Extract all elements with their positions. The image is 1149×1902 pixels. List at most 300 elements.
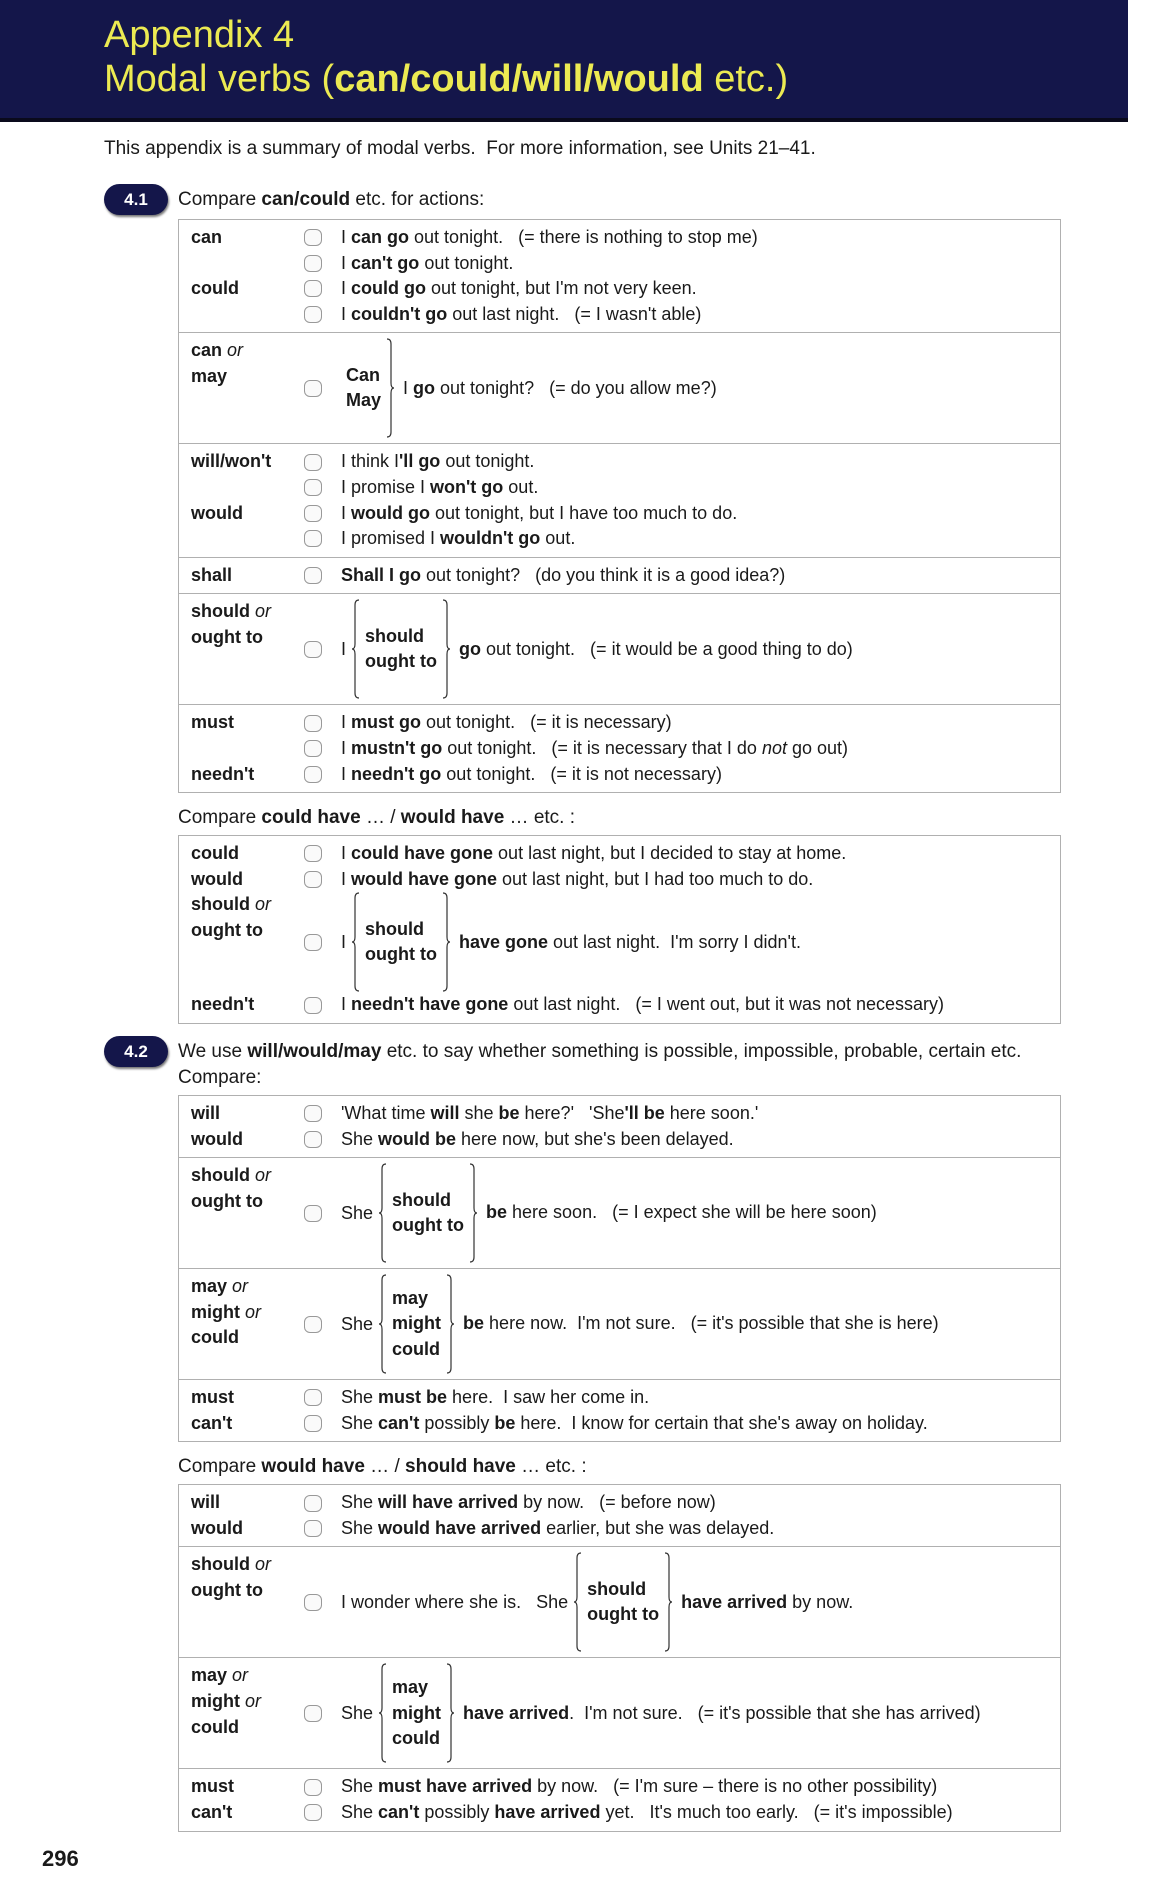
text-segment: go out) [786, 737, 849, 758]
circle-checkbox-icon [304, 1594, 322, 1611]
text-segment: will [191, 1102, 221, 1123]
left-brace-icon [351, 892, 360, 992]
example-sentences [341, 563, 1060, 589]
text-segment: can't [378, 1412, 420, 1433]
modal-label [191, 1552, 304, 1578]
example-sentence [341, 225, 1054, 251]
text-segment: I promise I [341, 476, 431, 497]
brace-options [360, 917, 442, 968]
text-segment: out tonight. (= there is nothing to stop me) [409, 227, 758, 247]
brace-option: ought to [365, 651, 437, 672]
checkbox-column [304, 563, 341, 589]
modal-labels [179, 1385, 304, 1436]
text-segment: would go [351, 502, 430, 523]
brace-example [341, 1163, 1054, 1263]
checkbox-column [304, 1274, 341, 1374]
example-sentences [341, 1101, 1060, 1152]
text-segment: can go [351, 227, 410, 247]
sentence-prefix: I [341, 638, 352, 659]
example-marker [304, 762, 341, 788]
text-segment: will/won't [191, 451, 272, 472]
example-sentence [341, 867, 1054, 893]
sentence-prefix: She [341, 1313, 379, 1334]
text-segment: won't go [430, 476, 504, 497]
text-segment: out tonight. (= it would be a good thing to do) [480, 638, 853, 659]
modal-labels [179, 1274, 304, 1374]
circle-checkbox-icon [304, 1389, 322, 1406]
example-sentence [341, 736, 1054, 762]
title-bold: can/could/will/would [334, 58, 704, 100]
example-marker [304, 449, 341, 475]
text-segment: … / [360, 807, 401, 829]
text-segment: or [255, 601, 272, 622]
example-sentence [341, 762, 1054, 788]
text-segment: wouldn't go [440, 528, 541, 549]
example-marker [304, 526, 341, 552]
circle-checkbox-icon [304, 1415, 322, 1432]
text-segment: out tonight. [419, 252, 514, 273]
title-text-end: etc.) [703, 58, 789, 100]
text-segment: out tonight. (= it is necessary) [421, 712, 672, 733]
table-actions [178, 219, 1061, 793]
text-segment: would have arrived [378, 1517, 542, 1538]
example-sentences [341, 225, 1060, 327]
example-sentences [341, 1774, 1060, 1825]
brace-options [341, 363, 386, 414]
text-segment: here?' 'She [519, 1102, 625, 1123]
example-sentences [341, 1552, 1060, 1652]
example-group [179, 332, 1060, 443]
text-segment: may [191, 365, 228, 386]
circle-checkbox-icon [304, 1105, 322, 1122]
text-segment: possibly [419, 1802, 495, 1823]
brace-option: should [392, 1189, 452, 1210]
circle-checkbox-icon [304, 380, 322, 397]
text-segment: . I'm not sure. (= it's possible that she has arrived) [569, 1702, 981, 1723]
text-segment: have arrived [681, 1591, 788, 1612]
text-segment: Shall I go [341, 564, 422, 585]
text-segment: I [341, 843, 352, 864]
sentence-suffix [455, 1311, 1054, 1337]
example-sentence [341, 501, 1054, 527]
sentence-suffix [478, 1200, 1054, 1226]
checkbox-column [304, 841, 341, 892]
right-brace-icon [442, 599, 451, 699]
text-segment: or [245, 1301, 262, 1322]
text-segment: ought to [191, 626, 263, 647]
text-segment: 'll go [399, 451, 441, 472]
example-group [179, 1768, 1060, 1830]
example-sentences [341, 992, 1060, 1018]
circle-checkbox-icon [304, 934, 322, 951]
modal-label [191, 599, 304, 625]
brace-option: ought to [365, 944, 437, 965]
circle-checkbox-icon [304, 505, 322, 522]
modal-label [191, 276, 304, 302]
brace-example [341, 892, 1054, 992]
circle-checkbox-icon [304, 641, 322, 658]
text-segment: have arrived [494, 1802, 601, 1823]
text-segment: out last night. I'm sorry I didn't. [548, 931, 801, 952]
text-segment: might [191, 1301, 245, 1322]
example-sentence [341, 1127, 1054, 1153]
example-sentences [341, 338, 1060, 438]
text-segment: could go [351, 278, 427, 299]
modal-label [191, 251, 304, 277]
example-sentence [341, 841, 1054, 867]
brace-options [360, 624, 442, 675]
text-segment: out tonight. [440, 451, 535, 472]
text-segment: out last night, but I had too much to do. [497, 868, 814, 889]
circle-checkbox-icon [304, 454, 322, 471]
modal-label [191, 449, 304, 475]
brace-options [387, 1286, 446, 1363]
text-segment: not [761, 737, 787, 758]
example-group [179, 593, 1060, 704]
brace-option: might [392, 1313, 442, 1334]
example-sentence [341, 251, 1054, 277]
text-segment: here now, but she's been delayed. [456, 1128, 734, 1149]
text-segment: I promised I [341, 528, 441, 549]
modal-label [191, 1663, 304, 1689]
text-segment: could [191, 843, 239, 864]
modal-label [191, 892, 304, 918]
text-segment: We use [178, 1040, 248, 1062]
text-segment: I [403, 377, 414, 398]
example-sentences [341, 710, 1060, 787]
text-segment: I [341, 868, 352, 889]
text-segment: will [191, 1492, 221, 1513]
brace-example [341, 1552, 1054, 1652]
text-segment: I [341, 278, 352, 299]
section-heading [178, 1036, 1070, 1091]
example-marker [304, 563, 341, 589]
text-segment: … etc. : [515, 1456, 587, 1478]
modal-label [191, 625, 304, 651]
text-segment: would be [378, 1128, 457, 1149]
circle-checkbox-icon [304, 255, 322, 272]
modal-label [191, 1274, 304, 1300]
text-segment: would have [400, 807, 505, 829]
example-sentence [341, 1516, 1054, 1542]
checkbox-column [304, 225, 341, 327]
text-segment: out tonight. (= it is necessary that I do [442, 737, 762, 758]
text-segment: can't [191, 1802, 233, 1823]
text-segment: etc. for actions: [350, 189, 485, 210]
text-segment: will have arrived [378, 1492, 519, 1513]
text-segment: or [232, 1276, 249, 1297]
circle-checkbox-icon [304, 1316, 322, 1333]
text-segment: or [232, 1665, 249, 1686]
example-sentence [341, 276, 1054, 302]
modal-labels [179, 892, 304, 992]
modal-labels [179, 338, 304, 438]
example-group [179, 892, 1060, 992]
circle-checkbox-icon [304, 280, 322, 297]
text-segment: 'll be [624, 1102, 665, 1123]
checkbox-column [304, 710, 341, 787]
example-marker [304, 841, 341, 867]
text-segment: I [341, 227, 352, 247]
example-marker [304, 225, 341, 251]
text-segment: go [458, 638, 481, 659]
checkbox-column [304, 1385, 341, 1436]
circle-checkbox-icon [304, 1495, 322, 1512]
text-segment: can [191, 340, 228, 361]
title-text: Modal verbs ( [104, 58, 335, 100]
modal-labels [179, 1663, 304, 1763]
example-marker [304, 1590, 341, 1616]
brace-option: ought to [587, 1604, 660, 1625]
circle-checkbox-icon [304, 845, 322, 862]
text-segment: could [191, 1327, 239, 1348]
example-marker [304, 1800, 341, 1826]
text-segment: by now. [787, 1591, 854, 1612]
text-segment: should [191, 1554, 255, 1575]
text-segment: or [255, 1554, 272, 1575]
text-segment: out tonight? (do you think it is a good idea?) [421, 564, 786, 585]
brace-option: should [587, 1578, 647, 1599]
modal-label [191, 338, 304, 364]
circle-checkbox-icon [304, 766, 322, 783]
example-group [179, 1485, 1060, 1546]
text-segment: must [191, 1776, 235, 1797]
text-segment: here soon. (= I expect she will be here soon) [507, 1202, 877, 1223]
modal-label [191, 1385, 304, 1411]
brace-option: could [392, 1338, 441, 1359]
text-segment: should [191, 1165, 255, 1186]
brace-option: ought to [392, 1215, 464, 1236]
text-segment: can [191, 227, 223, 247]
example-group [179, 1096, 1060, 1157]
modal-label [191, 1715, 304, 1741]
circle-checkbox-icon [304, 715, 322, 732]
modal-label [191, 1300, 304, 1326]
modal-label [191, 867, 304, 893]
example-marker [304, 1490, 341, 1516]
example-marker [304, 302, 341, 328]
text-segment: could [191, 278, 239, 299]
text-segment: here. I know for certain that she's away on holiday. [515, 1412, 928, 1433]
left-brace-icon [378, 1163, 387, 1263]
modal-label [191, 1411, 304, 1437]
sentence-suffix [673, 1590, 1054, 1616]
example-group [179, 1546, 1060, 1657]
text-segment: etc. to say whether something is possible, impossible, probable, certain etc. Compare: [178, 1040, 1032, 1088]
text-segment: She [341, 1802, 379, 1823]
circle-checkbox-icon [304, 567, 322, 584]
left-brace-icon [378, 1274, 387, 1374]
checkbox-column [304, 1101, 341, 1152]
modal-labels [179, 225, 304, 327]
example-sentence [341, 1490, 1054, 1516]
example-marker [304, 1101, 341, 1127]
appendix-header [0, 0, 1128, 122]
example-marker [304, 710, 341, 736]
text-segment: must go [351, 712, 422, 733]
sentence-suffix [395, 376, 1054, 402]
modal-labels [179, 1552, 304, 1652]
example-group [179, 557, 1060, 594]
text-segment: should have [405, 1456, 516, 1478]
example-marker [304, 930, 341, 956]
text-segment: she [459, 1102, 499, 1123]
sentence-prefix: I wonder where she is. She [341, 1591, 574, 1612]
brace-option: Can [346, 364, 381, 385]
circle-checkbox-icon [304, 1779, 322, 1796]
checkbox-column [304, 892, 341, 992]
page-content [0, 122, 1070, 1872]
example-marker [304, 736, 341, 762]
brace-example [341, 1663, 1054, 1763]
brace-example [341, 1274, 1054, 1374]
example-sentence [341, 992, 1054, 1018]
modal-labels [179, 1163, 304, 1263]
subheading-could-have [178, 805, 1070, 831]
modal-label [191, 1101, 304, 1127]
text-segment: She [341, 1517, 379, 1538]
text-segment: go [413, 377, 436, 398]
modal-labels [179, 599, 304, 699]
text-segment: by now. (= I'm sure – there is no other possibility) [532, 1776, 938, 1797]
text-segment: out last night, but I decided to stay at home. [493, 843, 847, 864]
section-4-2 [104, 1036, 1070, 1091]
text-segment: be [486, 1202, 508, 1223]
text-segment: out. [503, 476, 539, 497]
checkbox-column [304, 1163, 341, 1263]
modal-label [191, 710, 304, 736]
example-marker [304, 867, 341, 893]
text-segment: out last night. (= I went out, but it was not necessary) [508, 994, 945, 1015]
text-segment: must have arrived [378, 1776, 533, 1797]
text-segment: must [191, 1387, 235, 1408]
text-segment: would have gone [351, 868, 498, 889]
text-segment: needn't go [351, 763, 442, 784]
text-segment: out. [540, 528, 576, 549]
right-brace-icon [469, 1163, 478, 1263]
text-segment: ought to [191, 1190, 263, 1211]
example-group [179, 1157, 1060, 1268]
text-segment: possibly [419, 1412, 495, 1433]
modal-label [191, 918, 304, 944]
text-segment: She [341, 1387, 379, 1408]
modal-label [191, 1325, 304, 1351]
circle-checkbox-icon [304, 1804, 322, 1821]
brace-option: might [392, 1702, 442, 1723]
checkbox-column [304, 1490, 341, 1541]
modal-label [191, 501, 304, 527]
text-segment: needn't have gone [351, 994, 509, 1015]
example-marker [304, 1127, 341, 1153]
modal-label [191, 563, 304, 589]
example-marker [304, 276, 341, 302]
text-segment: needn't [191, 994, 255, 1015]
text-segment: may [191, 1276, 233, 1297]
modal-label [191, 475, 304, 501]
example-sentences [341, 892, 1060, 992]
text-segment: Compare [178, 189, 262, 210]
text-segment: I think I [341, 451, 400, 472]
brace-option: could [392, 1728, 441, 1749]
example-sentence [341, 1411, 1054, 1437]
example-sentence [341, 563, 1054, 589]
sentence-suffix [455, 1701, 1054, 1727]
brace-example [341, 599, 1054, 699]
text-segment: I [341, 252, 352, 273]
text-segment: She [341, 1128, 379, 1149]
example-group [179, 704, 1060, 792]
modal-label [191, 225, 304, 251]
modal-labels [179, 841, 304, 892]
example-sentence [341, 1800, 1054, 1826]
text-segment: be [463, 1313, 485, 1334]
modal-label [191, 736, 304, 762]
circle-checkbox-icon [304, 740, 322, 757]
example-sentences [341, 1274, 1060, 1374]
checkbox-column [304, 1663, 341, 1763]
text-segment: I [341, 763, 352, 784]
text-segment: have gone [458, 931, 549, 952]
modal-label [191, 762, 304, 788]
table-could-have [178, 835, 1061, 1024]
sentence-prefix: She [341, 1202, 379, 1223]
example-marker [304, 1311, 341, 1337]
example-marker [304, 1411, 341, 1437]
example-marker [304, 251, 341, 277]
checkbox-column [304, 992, 341, 1018]
checkbox-column [304, 338, 341, 438]
text-segment: could [191, 1716, 239, 1737]
modal-label [191, 1800, 304, 1826]
text-segment: out tonight, but I'm not very keen. [426, 278, 697, 299]
modal-label [191, 364, 304, 390]
text-segment: I [341, 303, 352, 324]
modal-label [191, 1689, 304, 1715]
brace-options [387, 1675, 446, 1752]
text-segment: out last night. (= I wasn't able) [447, 303, 702, 324]
example-sentences [341, 449, 1060, 551]
sentence-suffix [451, 637, 1054, 663]
example-marker [304, 475, 341, 501]
brace-option: may [392, 1677, 429, 1698]
text-segment: might [191, 1691, 245, 1712]
text-segment: needn't [191, 763, 255, 784]
brace-option: should [365, 918, 425, 939]
section-heading [178, 184, 1070, 213]
text-segment: can/could [261, 189, 351, 210]
example-marker [304, 1385, 341, 1411]
checkbox-column [304, 599, 341, 699]
modal-labels [179, 449, 304, 551]
example-sentences [341, 1490, 1060, 1541]
brace-option: may [392, 1287, 429, 1308]
text-segment: could have [261, 807, 361, 829]
modal-labels [179, 563, 304, 589]
circle-checkbox-icon [304, 1205, 322, 1222]
example-marker [304, 501, 341, 527]
example-marker [304, 1200, 341, 1226]
text-segment: Compare [178, 807, 262, 829]
text-segment: couldn't go [351, 303, 448, 324]
text-segment: will/would/may [247, 1040, 382, 1062]
example-group [179, 1657, 1060, 1768]
text-segment: shall [191, 564, 233, 585]
text-segment: can't [378, 1802, 420, 1823]
example-sentences [341, 1663, 1060, 1763]
example-sentence [341, 475, 1054, 501]
text-segment: can't [191, 1412, 233, 1433]
circle-checkbox-icon [304, 306, 322, 323]
